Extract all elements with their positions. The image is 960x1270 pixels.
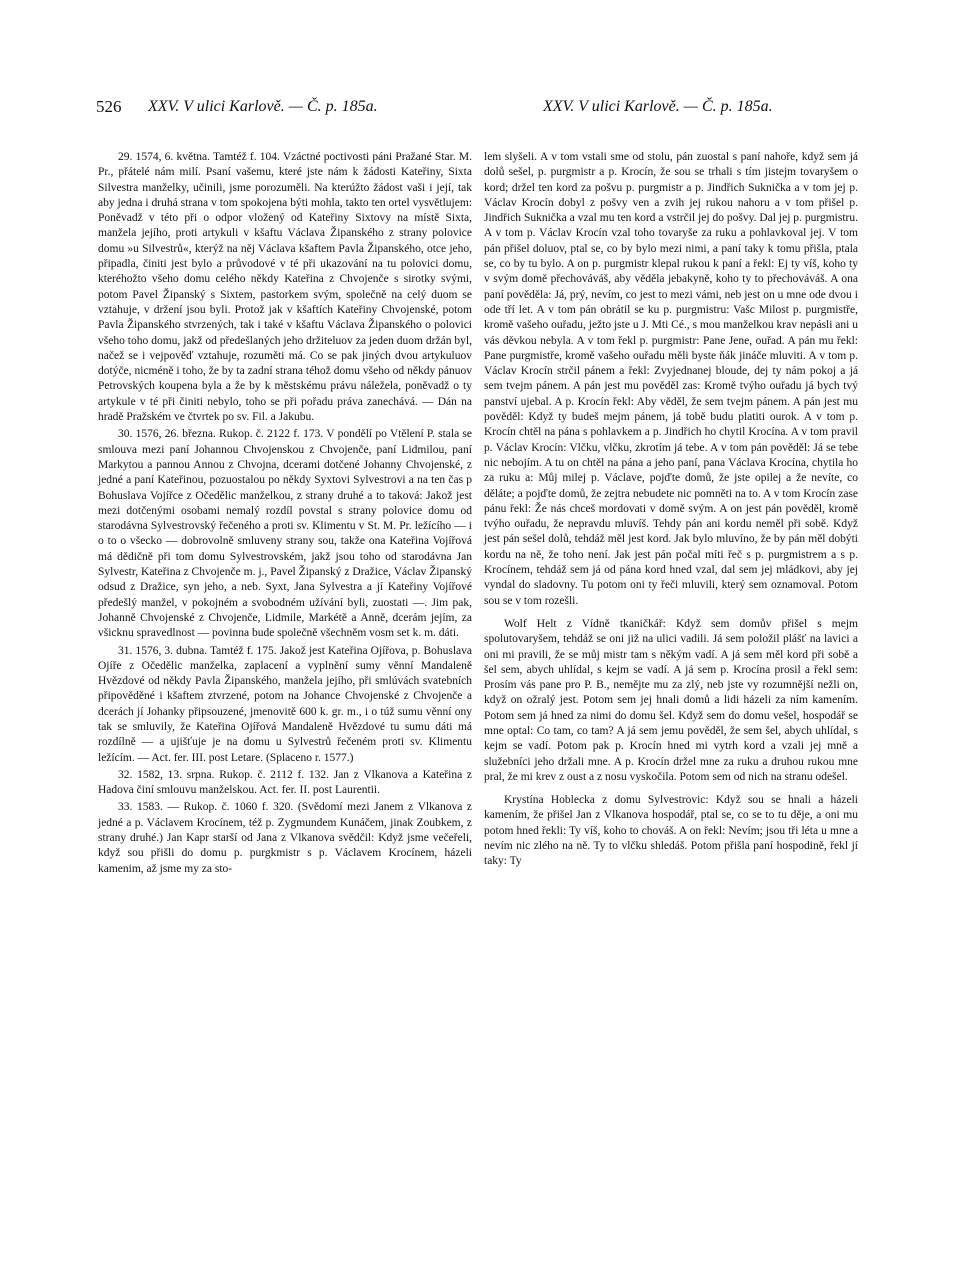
- entry-32: 32. 1582, 13. srpna. Rukop. č. 2112 f. 132. Jan z Vlkanova a Kateřina z Hadova činí smlouvu manželskou. Act. fer. II. post Laurentii.: [98, 768, 472, 797]
- left-column: [98, 150, 472, 879]
- page-number: 526: [96, 97, 122, 116]
- testimony-wolf-helt: Wolf Helt z Vídně tkaničkář: Když sem domův přišel s mejm spolutovaryšem, tehdáž se oni již na ulici vadili. Já sem položil plášť na lavici a oni mi pravili, že se můj mistr tam s někým vadí. A já sem měl kord při sobě a šel sem, abych uhlídal, s kejm se vadí. A já sem p. Krocína prosil a řekl sem: Prosím vás pane pro P. B., nemějte mu za zlý, neb jste vy rozumnější nežli on, když on ožralý jest. Potom sem jej hnali domů a lidi házeli za ním kamením. Potom sem já hned za nimi do domu šel. Když sem do domu vešel, hospodář se mne optal: Co tam, co tam? A já sem jemu pověděl, že sem šel, abych uhlídal, s kejm se vadí. Potom pak p. Krocín hned mi vytrh kord a vzali jej mně a služebníci jeho držali mne. A p. Krocín držel mne za ruku a druhou rukou mne pral, že mi krev z oust a z nosu vyskočila. Potom sem od nich na stranu odešel.: [484, 617, 858, 783]
- page-header: [96, 97, 856, 127]
- entry-33: 33. 1583. — Rukop. č. 1060 f. 320. (Svědomí mezi Janem z Vlkanova z jedné a p. Václavem Krocínem, též p. Zygmundem Kunáčem, jinak Zoubkem, z strany druhé.) Jan Kapr starší od Jana z Vlkanova svědčil: Když jsme večeřeli, když sou přišli do domu p. purgkmistr s p. Václavem Krocínem, házeli kamenim, až jsme my za sto-: [98, 801, 472, 875]
- testimony-continuation: lem slyšeli. A v tom vstali sme od stolu, pán zuostal s paní nahoře, když sem já dolů sešel, p. purgmistr a p. Krocín, že sou se trhali s tím jistejm tovaryšem o kord; držel ten kord za pošvu p. purgmistr a p. Jindřich Suknička a v tom jej p. Václav Krocín dobyl z pošvy ven a zvih jej rukou nahoru a v tom přišel p. Jindřich Suknička a vzal mu ten kord a vstrčil jej do pošvy. Dal jej p. purgmistru. A v tom p. Václav Krocín vzal toho tovaryše za ruku a pohlavkoval jej. V tom pán přišel doluov, ptal se, co by bylo mezi nimi, a paní taky k tomu přišla, ptala se, co by tu bylo. A on p. purgmistr klepal rukou k paní a řekl: Ej ty víš, koho ty v svým domě přechováváš, aby věděla jebakyně, koho ty to přechováváš. A ona paní pověděla: Já, prý, nevím, co jest to mezi vámi, neb jest on u mne ode dvou i ode tří let. A v tom pán obrátil se ku p. purgmistru: Vašc Milost p. purgmistře, kromě vašeho ouřadu, ježto jste u J. Mti Cé., s mou manželkou krav nepásli ani u vás děvkou nebyla. A v tom řekl p. purgmistr: Pane Jene, ouřad. A pán mu řekl: Pane purgmistře, kromě vašeho ouřadu měli byste ňák jináče mluviti. A v tom p. Václav Krocín strčil pánem a řekl: Zvyjednanej bloude, dej ty nám pokoj a já sem tvejm pánem. A pán jest mu pověděl zas: Kromě tvýho ouřadu já bych tvý panství ujebal. A p. Krocín řekl: Aby věděl, že sem tvejm pánem. A pán jest mu pověděl: Když ty budeš mejm pánem, já tobě budu platiti ourok. A v tom p. Krocín chtěl na pána s pohlavkem a p. Jindřich ho chytil Krocína. A v tom pravil p. Václav Krocín: Vlčku, vlčku, zkrotím já tebe. A v tom pán pověděl: Já se tebe nic nebojím. A tu on chtěl na pána a jeho paní, pana Václava Krocína, chytila ho za ruku a: Můj milej p. Václave, pojďte domů, že jste opilej a že nevíte, co děláte; a pojďte domů, že zejtra nebudete nic pomněti na to. A v tom Krocín zase pánu řekl: Že nás chceš mordovati v domě svým. A on jest pán pověděl, kromě tvýho ouřadu, že nepravdu mluvíš. Tehdy pán ani kordu neměl při sobě. Když jest pán sešel dolů, tehdáž měl jest kord. Jak bylo mluvíno, že by pán měl dobýti kordu na ně, že toho není. Jak jest pán počal míti řeč s p. purgmistrem a s p. Krocínem, tehdáž sem já od pána kord hned vzal, dal sem jej mládkovi, aby jej vyndal do sladovny. Tu potom oni ty řeči mluvili, který sem oznamoval. Potom sou se v tom rozešli.: [484, 151, 858, 607]
- running-title-right: XXV. V ulici Karlově. — Č. p. 185a.: [543, 98, 773, 115]
- right-column: [484, 150, 858, 872]
- entry-29: 29. 1574, 6. května. Tamtéž f. 104. Vzáctné poctivosti páni Pražané Star. M. Pr., přátelé nám milí. Psaní vašemu, které jste nám k žádosti Kateřiny, Sixta Silvestra manželky, učinili, jsme porozuměli. Na kterúžto žádost vaši i její, tak aby jedna i druhá strana v tom spokojena býti mohla, takto ten ortel vysvětlujem: Poněvadž v této při o odpor vložený od Kateřiny Sixtovy na místě Sixta, manžela jejího, proti artykuli v kšaftu Václava Žipanského z strany polovice domu »u Silvestrů«, kterýž na něj Václava kšaftem Pavla Žipanského, otce jeho, připadla, činiti jest bylo a průvodové v té při ukazování na tu polovici domu, kteréhožto všeho domu celého někdy Kateřina z Chvojenče s sirotky svými, potom Pavel Žipanský s Sixtem, pastorkem svým, společně na celý duom se vztahuje, v držení jsou byli. Protož jak v kšaftích Kateřiny Chvojenské, potom Pavla Žipanského stvrzených, tak i také v kšaftu Václava Žipanského o polovici všeho toho domu, jakž od předešlaných jeho držiteluov za jeden duom držán byl, načež se i vejpověď vztahuje, rozuměti má. Co se pak jiných dvou artykuluov dotýče, nicméně i toho, že by ta zadní strana téhož domu všeho od někdy pánuov Petrovských koupena byla a že by k městskému právu náleželа, poněvadž o ty artykule v té při činiti nebylo, toho se při pořadu práva zanechává. — Dán na hradě Pražském ve čtvrtek po sv. Fil. a Jakubu.: [98, 151, 472, 424]
- entry-30: 30. 1576, 26. března. Rukop. č. 2122 f. 173. V pondělí po Vtělení P. stala se smlouva mezi paní Johannou Chvojenskou z Chvojenče, paní Lidmilou, paní Markytou a pannou Annou z Chvojna, dcerami dotčené Johanny Chvojenské, z jedné a paní Kateřinou, pozuostalou po někdy Syxtovi Sylvestrovi a na ten čas p Bohuslava Vojířce z Očedělic manželkou, z strany druhé a to taková: Jakož jest mezi dotčenými osobami nemalý rozdíl povstal s strany polovice domu od starodávna Sylvestrovský řečeného a proti sv. Klimentu v St. M. Pr. ležícího — i o to o všecko — dobrovolně smluveny strany sou, takže ona Kateřina Vojířová má dědičně při tom domu Sylvestrovském, jakž jsou toho od starodávna Jan Sylvestr, Kateřina z Chvojenče m. j., Pavel Žipanský z Dražice, Václav Žipanský odsud z Dražice, syn jeho, a neb. Syxt, Jana Sylvestra a jí Kateřiny Vojířové předešlý manžel, v pokojném a svobodném užívání byli, zuostati —. Jim pak, Johanně Chvojenské z Chvojenče, Lidmile, Markétě a Anně, dcerám jejím, za všicknu spravedlnost — povinna bude společně všechněm vosm set k. m. dáti.: [98, 428, 472, 640]
- testimony-krystina-hoblecka: Krystína Hoblecka z domu Sylvestrovic: Když sou se hnali a házeli kamením, že přišel Jan z Vlkanova hospodář, ptal se, co se to tu děje, a oni mu potom hned řekli: Ty víš, koho to chováš. A on řekl: Nevím; jsou tři léta u mne a nevím nic zlého na ně. Ty to vlčku shledáš. Potom přišla paní hospodině, řekl jí taky: Ty: [484, 794, 858, 868]
- running-title-left: XXV. V ulici Karlově. — Č. p. 185a.: [148, 98, 378, 115]
- entry-31: 31. 1576, 3. dubna. Tamtéž f. 175. Jakož jest Kateřina Ojířova, p. Bohuslava Ojíře z Očedělic manželka, zaplacení a vyplnění sumy věnní Mandaleně Hvězdové od někdy Pavla Žipanského, manžela jejího, při smlúvách svatebních připověděné i kšaftem ztvrzené, potom na Johance Chvojenské z Chvojenče a dcerách jí Johanky připsouzené, jmenovitě 600 k. gr. m., i o túž sumu věnní ony tak se smluvily, že Kateřina Ojířová Mandaleně Hvězdové tu sumu dáti má rozdílně — a ujišťuje je na domu u Sylvestrů řečeném proti sv. Klimentu ležícím. — Act. fer. III. post Letare. (Splaceno r. 1577.): [98, 644, 472, 764]
